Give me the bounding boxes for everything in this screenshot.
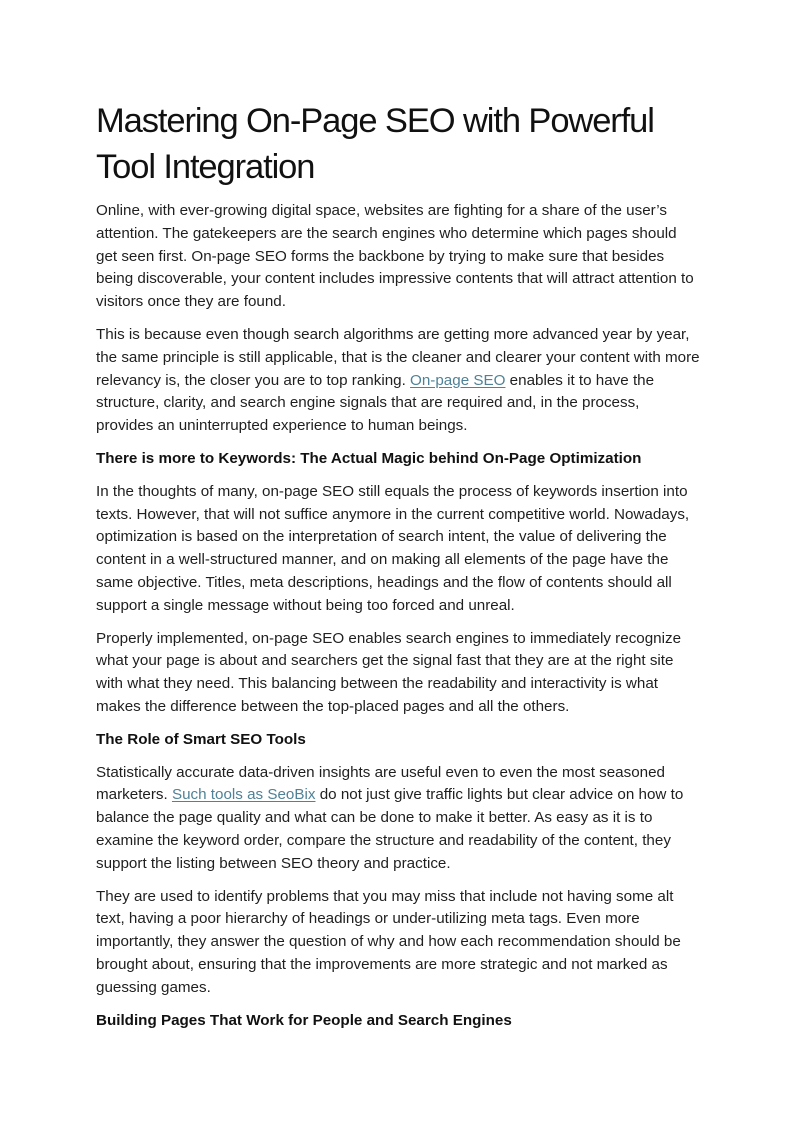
paragraph-keywords: In the thoughts of many, on-page SEO still equals the process of keywords insertion into texts. However, that will not suffice anymore in the current competitive world. Nowadays, optimization is based on the interpretation of search intent, the value of delivering the content in a well-structured manner, and on making all elements of the page have the same objective. Titles, meta descriptions, headings and the flow of contents should all support a single message without being too forced and unreal. [96, 482, 690, 614]
paragraph-text: Statistically accurate data-driven insights are useful even to even the most seasoned marketers. [96, 763, 666, 804]
section-heading-keywords: There is more to Keywords: The Actual Magic behind On-Page Optimization [96, 449, 642, 467]
seobix-link[interactable]: Such tools as SeoBix [171, 786, 316, 804]
section-heading-building: Building Pages That Work for People and Search Engines [96, 1011, 512, 1029]
paragraph-text: do not just give traffic lights but clear advice on how to balance the page quality and what can be done to make it better. As easy as it is to examine the keyword order, compare the structure and readability of the content, they support the listing between SEO theory and practice. [96, 786, 684, 872]
paragraph-intro: Online, with ever-growing digital space, websites are fighting for a share of the user’s attention. The gatekeepers are the search engines who determine which pages should get seen first. On-page SEO forms the backbone by trying to make sure that besides being discoverable, your content includes impressive contents that will attract attention to visitors once they are found. [96, 202, 694, 311]
page-title: Mastering On-Page SEO with Powerful Tool Integration [96, 102, 654, 186]
section-heading-tools: The Role of Smart SEO Tools [96, 730, 306, 748]
on-page-seo-link[interactable]: On-page SEO [410, 371, 506, 389]
paragraph-tools [96, 762, 700, 876]
paragraph-text: enables it to have the structure, clarity, and search engine signals that are required and, in the process, provides an uninterrupted experience to human beings. [96, 371, 655, 435]
paragraph-problems: They are used to identify problems that you may miss that include not having some alt text, having a poor hierarchy of headings or under-utilizing meta tags. Even more importantly, they answer the question of why and how each recommendation should be brought about, ensuring that the improvements are more strategic and not marked as guessing games. [96, 887, 681, 996]
paragraph-implementation: Properly implemented, on-page SEO enables search engines to immediately recognize what your page is about and searchers get the signal fast that they are at the right site with what they need. This balancing between the readability and interactivity is what makes the difference between the top-placed pages and all the others. [96, 629, 682, 715]
paragraph-text: This is because even though search algorithms are getting more advanced year by year, the same principle is still applicable, that is the cleaner and clearer your content with more relevancy is, the closer you are to top ranking. [96, 325, 700, 389]
document-page [96, 98, 700, 1032]
paragraph-algorithms [96, 324, 700, 438]
